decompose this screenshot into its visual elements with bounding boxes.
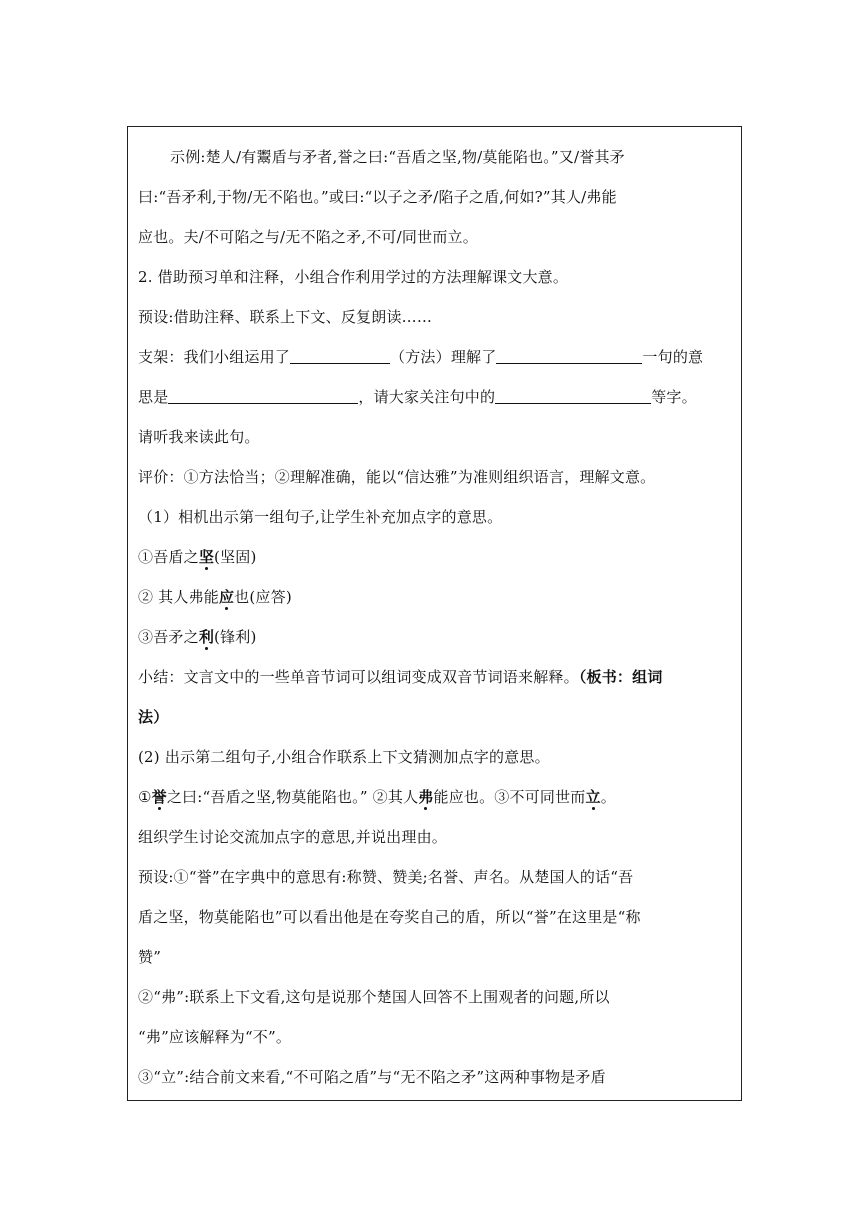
- group-1-item-1: [138, 537, 734, 577]
- scaffold-text-f: 等字。: [651, 388, 697, 406]
- preset-methods: 预设:借助注释、联系上下文、反复朗读……: [138, 308, 433, 326]
- item-gloss: 也(应答): [234, 588, 292, 606]
- preset-yu-line-1: 预设:①“誉”在字典中的意思有:称赞、赞美;名誉、声名。从楚国人的话“吾: [138, 868, 634, 886]
- item-gloss: (锋利): [214, 628, 257, 646]
- group-1-item-3: [138, 617, 734, 657]
- item-gloss: (坚固): [214, 548, 257, 566]
- example-line-1: 示例:楚人/有鬻盾与矛者,誉之曰:“吾盾之坚,物/莫能陷也。”又/誉其矛: [170, 148, 625, 166]
- sentence-blank: [496, 345, 642, 364]
- scaffold-line-1: [138, 337, 734, 377]
- dotted-character: 誉: [151, 788, 167, 806]
- lesson-plan-table-cell: [127, 126, 742, 1101]
- scaffold-text-d: 思是: [138, 388, 169, 406]
- scaffold-text-b: （方法）理解了: [390, 348, 497, 366]
- preset-fu-line-2: “弗”应该解释为“不”。: [138, 1028, 292, 1046]
- item-text: ③吾矛之: [138, 628, 199, 646]
- preset-yu-line-2: 盾之坚，物莫能陷也”可以看出他是在夸奖自己的盾，所以“誉”在这里是“称: [138, 908, 641, 926]
- dotted-character: 弗: [418, 788, 434, 806]
- group-1-heading: （1）相机出示第一组句子,让学生补充加点字的意思。: [138, 508, 503, 526]
- scaffold-text-a: 支架：我们小组运用了: [138, 348, 291, 366]
- preset-fu-line-1: ②“弗”:联系上下文看,这句是说那个楚国人回答不上围观者的问题,所以: [138, 988, 610, 1006]
- sentence-text: 能应也。③不可同世而: [433, 788, 586, 806]
- scaffold-text-e: ，请大家关注句中的: [358, 388, 496, 406]
- dotted-character: 利: [198, 628, 215, 646]
- sentence-text: 之曰:“吾盾之坚,物莫能陷也。” ②其人: [166, 788, 419, 806]
- meaning-blank: [168, 385, 358, 404]
- preset-li-line-1: ③“立”:结合前文来看,“不可陷之盾”与“无不陷之矛”这两种事物是矛盾: [138, 1068, 606, 1086]
- scaffold-line-2: [138, 377, 734, 417]
- group-1-item-2: [138, 577, 734, 617]
- example-line-2: 曰:“吾矛利,于物/无不陷也。”或曰:“以子之矛/陷子之盾,何如?”其人/弗能: [138, 188, 617, 206]
- item-text: ② 其人弗能: [138, 588, 219, 606]
- preset-yu-line-3: 赞”: [138, 948, 162, 966]
- scaffold-line-3: 请听我来读此句。: [138, 428, 260, 446]
- item-text: ①吾盾之: [138, 548, 199, 566]
- dotted-character: 立: [585, 788, 601, 806]
- method-blank: [290, 345, 390, 364]
- scaffold-text-c: 一句的意: [642, 348, 704, 366]
- summary-line-1: [138, 657, 734, 697]
- dotted-character: 应: [218, 588, 235, 606]
- evaluation-line: 评价：①方法恰当；②理解准确，能以“信达雅”为准则组织语言，理解文意。: [138, 468, 656, 486]
- group-2-heading: (2) 出示第二组句子,小组合作联系上下文猜测加点字的意思。: [138, 748, 550, 766]
- discussion-line: 组织学生讨论交流加点字的意思,并说出理由。: [138, 828, 447, 846]
- group-2-sentences: [138, 777, 734, 817]
- sentence-text: 。: [600, 788, 616, 806]
- summary-text: 小结：文言文中的一些单音节词可以组词变成双音节词语来解释。: [138, 668, 579, 686]
- summary-line-2: 法）: [138, 708, 169, 726]
- sentence-text: ①: [138, 788, 152, 806]
- characters-blank: [495, 385, 651, 404]
- example-line-3: 应也。夫/不可陷之与/无不陷之矛,不可/同世而立。: [138, 228, 478, 246]
- dotted-character: 坚: [198, 548, 215, 566]
- task-2-heading: 2. 借助预习单和注释，小组合作利用学过的方法理解课文大意。: [138, 268, 569, 286]
- lesson-plan-text: [138, 137, 734, 1097]
- board-note: （板书：组词: [578, 668, 663, 686]
